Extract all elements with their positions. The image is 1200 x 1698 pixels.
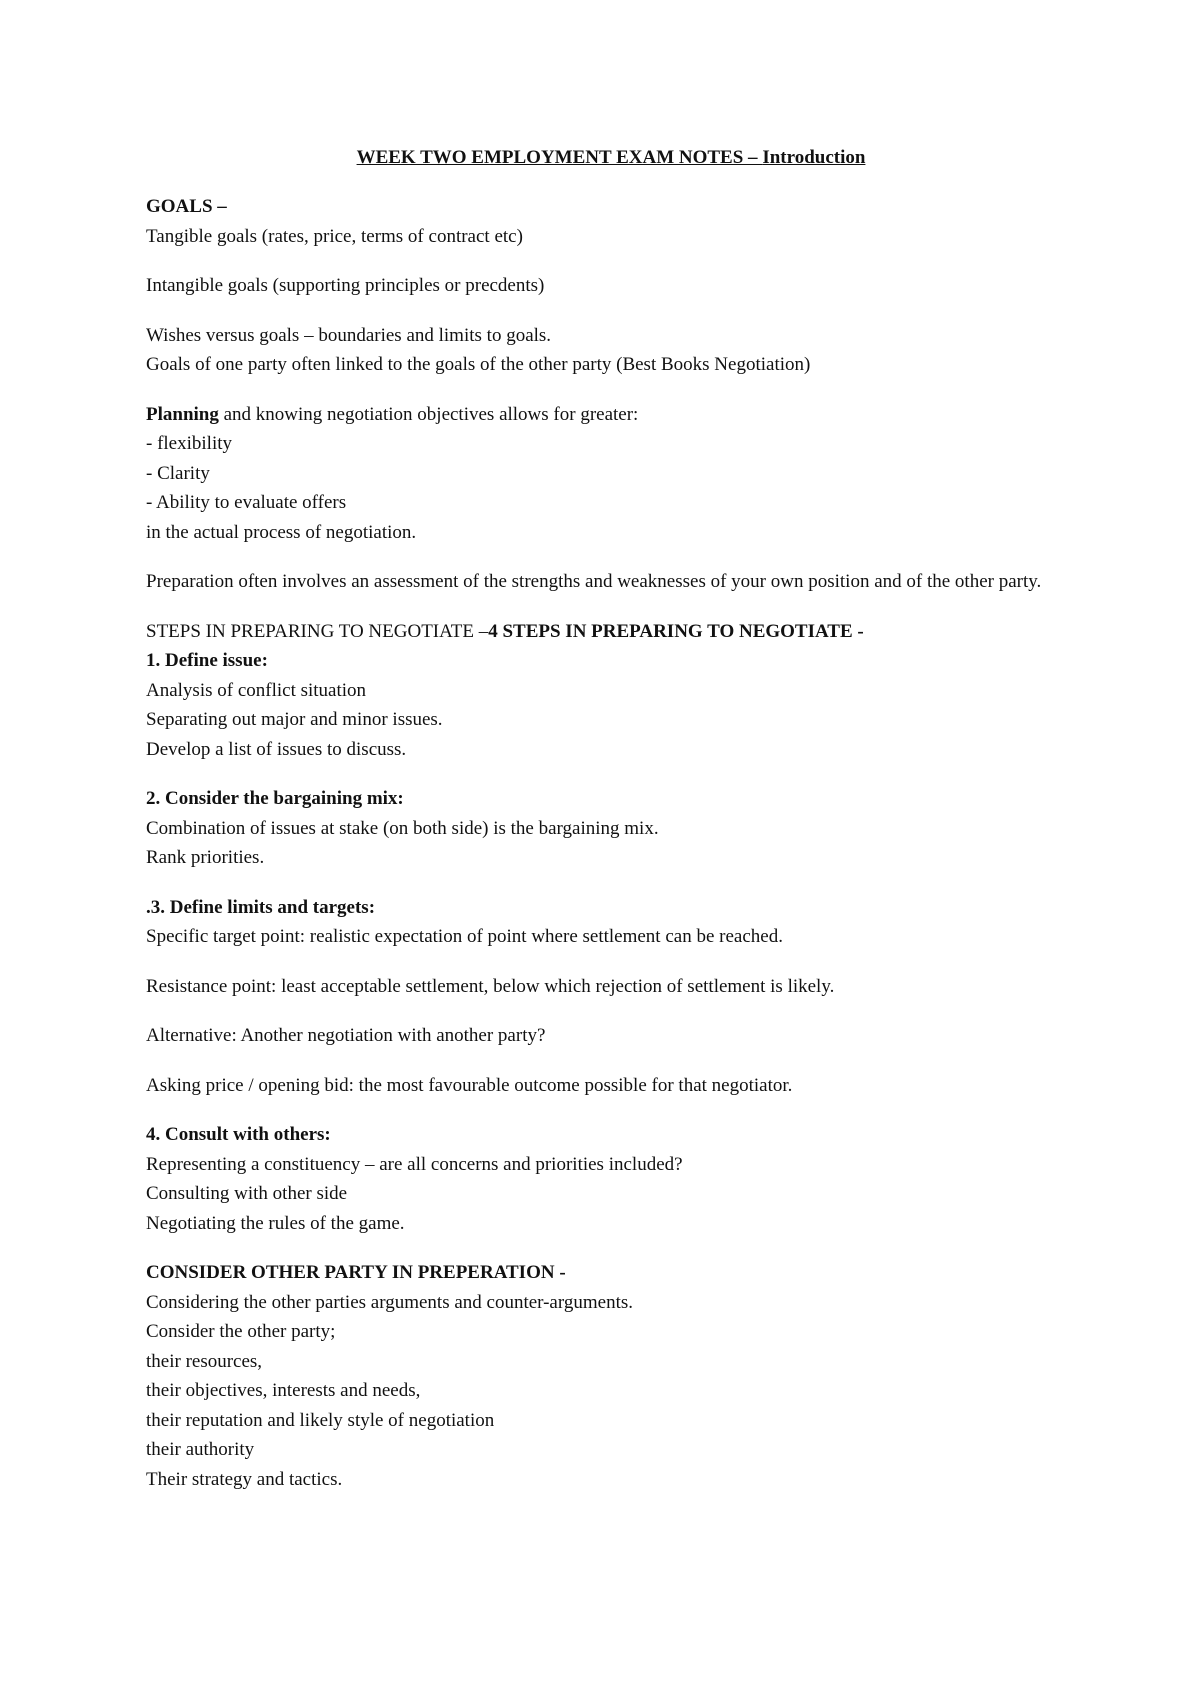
step4-heading: 4. Consult with others: — [146, 1124, 331, 1145]
steps-heading: STEPS IN PREPARING TO NEGOTIATE –4 STEPS IN PREPARING TO NEGOTIATE - — [146, 620, 864, 642]
other-party-line: Their strategy and tactics. — [146, 1468, 343, 1490]
planning-item: - Ability to evaluate offers — [146, 492, 347, 513]
other-party-line: Consider the other party; — [146, 1321, 336, 1342]
step2-section — [146, 784, 1076, 873]
goals-section — [146, 192, 1076, 251]
step1-line: Separating out major and minor issues. — [146, 709, 443, 730]
step1-heading: 1. Define issue: — [146, 650, 268, 671]
planning-section — [146, 400, 1076, 548]
tangible-goals: Tangible goals (rates, price, terms of contract etc) — [146, 225, 523, 247]
step2-heading: 2. Consider the bargaining mix: — [146, 788, 404, 809]
step3-section — [146, 893, 1076, 952]
resistance-point: Resistance point: least acceptable settlement, below which rejection of settlement is likely. — [146, 975, 835, 997]
step4-line: Representing a constituency – are all concerns and priorities included? — [146, 1153, 683, 1175]
target-point: Specific target point: realistic expectation of point where settlement can be reached. — [146, 926, 783, 947]
alternative: Alternative: Another negotiation with another party? — [146, 1025, 546, 1046]
planning-item: - flexibility — [146, 433, 233, 454]
planning-intro: Planning and knowing negotiation objectives allows for greater: — [146, 403, 639, 425]
step2-line: Rank priorities. — [146, 847, 265, 868]
title-main: WEEK TWO EMPLOYMENT EXAM NOTES – — [356, 147, 763, 168]
wishes-section — [146, 321, 1076, 380]
goals-heading: GOALS – — [146, 196, 227, 217]
step3-heading: .3. Define limits and targets: — [146, 896, 376, 918]
planning-tail: in the actual process of negotiation. — [146, 521, 417, 543]
other-party-heading: CONSIDER OTHER PARTY IN PREPERATION - — [146, 1262, 566, 1283]
document-title — [146, 143, 1076, 172]
document-page — [146, 143, 1076, 1514]
other-party-line: Considering the other parties arguments and counter-arguments. — [146, 1291, 633, 1313]
step1-line: Analysis of conflict situation — [146, 679, 367, 701]
title-sub: Introduction — [762, 147, 866, 168]
step4-line: Consulting with other side — [146, 1183, 348, 1204]
step4-section — [146, 1120, 1076, 1238]
other-party-line: their authority — [146, 1439, 255, 1460]
other-party-line: their objectives, interests and needs, — [146, 1380, 421, 1401]
other-party-section — [146, 1258, 1076, 1494]
linked-goals: Goals of one party often linked to the goals of the other party (Best Books Negotiation) — [146, 354, 811, 375]
step4-line: Negotiating the rules of the game. — [146, 1212, 405, 1234]
step1-line: Develop a list of issues to discuss. — [146, 738, 407, 760]
planning-item: - Clarity — [146, 462, 210, 484]
intangible-goals: Intangible goals (supporting principles or precdents) — [146, 275, 545, 296]
steps-section — [146, 617, 1076, 765]
other-party-line: their resources, — [146, 1350, 263, 1372]
other-party-line: their reputation and likely style of negotiation — [146, 1409, 495, 1431]
step2-line: Combination of issues at stake (on both side) is the bargaining mix. — [146, 817, 659, 839]
asking-price: Asking price / opening bid: the most favourable outcome possible for that negotiator. — [146, 1074, 793, 1096]
wishes-vs-goals: Wishes versus goals – boundaries and limits to goals. — [146, 324, 552, 346]
preparation-paragraph: Preparation often involves an assessment of the strengths and weaknesses of your own position and of the other party. — [146, 571, 1042, 592]
